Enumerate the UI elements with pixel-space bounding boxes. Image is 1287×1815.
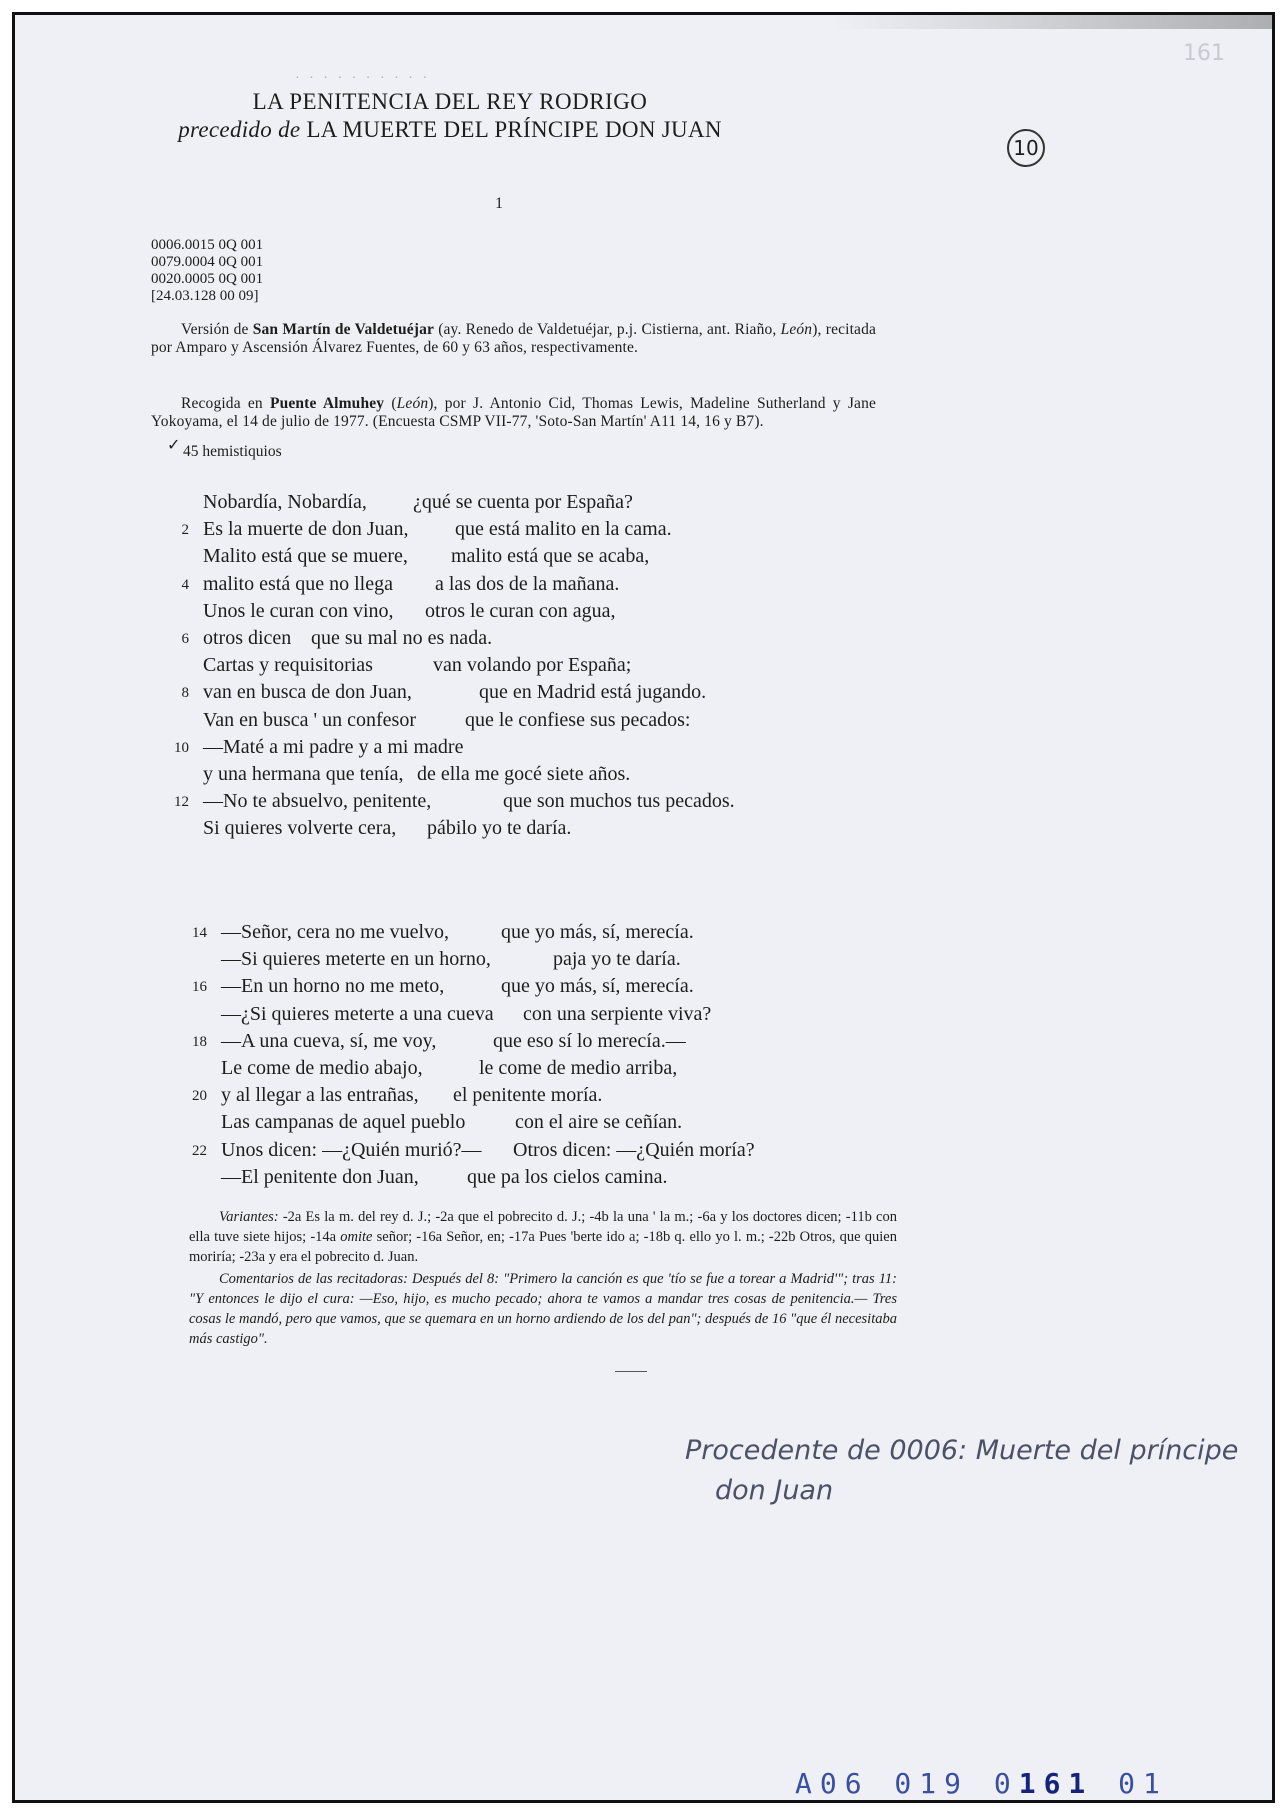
stamp-prefix: A06 019 0	[795, 1767, 1019, 1800]
text-run: señor; -16a Señor, en; -17a Pues 'berte ido a; -18b q. ello yo l. m.; -22b Otros, que quien moriría; -23a y era el pobrecito d. Juan.	[189, 1229, 897, 1265]
verse-second-hemistich: otros le curan con agua,	[425, 599, 616, 622]
text-run: ), por J. Antonio Cid, Thomas Lewis, Madeline Sutherland y Jane Yokoyama, el 14 de julio de 1977. (Encuesta CSMP VII-77, 'Soto-San Martín' A11 14, 16 y B7).	[151, 395, 876, 430]
stamp-number: 161	[1018, 1767, 1094, 1800]
verse-first-hemistich: Unos le curan con vino,	[203, 599, 394, 622]
verse-number: 4	[181, 576, 189, 593]
verse-first-hemistich: malito está que no llega	[203, 572, 393, 595]
verse-first-hemistich: Cartas y requisitorias	[203, 654, 373, 677]
document-subtitle	[15, 117, 885, 143]
verse-first-hemistich: Malito está que se muere,	[203, 545, 408, 568]
comments-note: Comentarios de las recitadoras: Después del 8: "Primero la canción es que 'tío se fue a torear a Madrid'"; tras 11: "Y entonces le dijo el cura: —Eso, hijo, es mucho pecado; ahora te vamos a mandar tres cosas de penitencia.— Tres cosas le mandó, pero que vamos, que se quemara en un horno ardiendo de los del pan"; después de 16 "que él necesitaba más castigo".	[189, 1271, 897, 1347]
verse-number: 20	[192, 1088, 207, 1105]
archive-stamp	[795, 1767, 1168, 1800]
verse-number: 12	[174, 794, 189, 811]
handwritten-note-line1: Procedente de 0006: Muerte del príncipe	[685, 1435, 1239, 1466]
stamp-suffix: 01	[1093, 1767, 1168, 1800]
verse-second-hemistich: ¿qué se cuenta por España?	[413, 491, 633, 513]
section-number: 1	[495, 195, 503, 212]
variants-note	[189, 1207, 897, 1267]
variants-label: Variantes:	[219, 1209, 279, 1225]
check-mark: ✓	[167, 437, 181, 454]
verse-second-hemistich: que su mal no es nada.	[311, 627, 493, 649]
verse-second-hemistich: que está malito en la cama.	[455, 518, 672, 541]
place-name: Puente Almuhey	[269, 395, 385, 412]
verse-second-hemistich: paja yo te daría.	[553, 948, 681, 971]
verse-second-hemistich: le come de medio arriba,	[479, 1057, 678, 1079]
subtitle-main: LA MUERTE DEL PRÍNCIPE DON JUAN	[306, 117, 722, 142]
verse-second-hemistich: que son muchos tus pecados.	[503, 790, 735, 813]
divider	[615, 1371, 647, 1372]
scan-smudge	[832, 15, 1272, 29]
verse-second-hemistich: malito está que se acaba,	[451, 545, 650, 568]
subtitle-prefix: precedido de	[178, 117, 301, 142]
verse-number: 14	[192, 925, 207, 941]
verse-second-hemistich: con una serpiente viva?	[523, 1002, 712, 1025]
verse-number: 22	[192, 1142, 207, 1159]
verse-first-hemistich: Unos dicen: —¿Quién murió?—	[221, 1138, 482, 1161]
document-title: LA PENITENCIA DEL REY RODRIGO	[252, 89, 648, 114]
text-run: (	[384, 395, 397, 412]
verse-first-hemistich: Le come de medio abajo,	[221, 1057, 423, 1079]
handwritten-note-line2: don Juan	[715, 1475, 834, 1506]
verse-first-hemistich: —Maté a mi padre y a mi madre	[203, 735, 464, 758]
verse-second-hemistich: con el aire se ceñían.	[515, 1111, 683, 1134]
verse-second-hemistich: a las dos de la mañana.	[435, 572, 620, 595]
verse-first-hemistich: Nobardía, Nobardía,	[203, 491, 367, 513]
collection-paragraph	[151, 395, 876, 431]
verse-number: 18	[192, 1033, 207, 1050]
catalog-code: [24.03.128 00 09]	[151, 288, 259, 304]
catalog-codes	[151, 237, 263, 305]
text-run: omite	[340, 1229, 373, 1245]
province-name: León	[396, 395, 429, 412]
verse-first-hemistich: —En un horno no me meto,	[221, 975, 445, 998]
verse-first-hemistich: Las campanas de aquel pueblo	[221, 1111, 466, 1134]
verse-second-hemistich: van volando por España;	[433, 654, 632, 677]
verse-number: 8	[181, 685, 189, 702]
verse-first-hemistich: —A una cueva, sí, me voy,	[221, 1029, 437, 1052]
verse-second-hemistich: que yo más, sí, merecía.	[501, 921, 694, 943]
verse-first-hemistich: van en busca de don Juan,	[203, 681, 412, 704]
verse-second-hemistich: de ella me gocé siete años.	[417, 763, 631, 785]
verse-first-hemistich: Es la muerte de don Juan,	[203, 518, 409, 541]
catalog-code: 0020.0005 0Q 001	[151, 271, 264, 287]
version-paragraph	[151, 321, 876, 357]
document-page	[12, 12, 1275, 1803]
verse-first-hemistich: Si quieres volverte cera,	[203, 817, 397, 840]
hemistich-count: 45 hemistiquios	[183, 443, 282, 460]
text-run: -2a Es la m. del rey d. J.; -2a que el pobrecito d. J.; -4b la una ' la m.; -6a y los doctores dicen; -11b con ella tuve siete hijos; -14a	[189, 1209, 897, 1245]
verse-second-hemistich: que le confiese sus pecados:	[465, 708, 691, 731]
verse-second-hemistich: el penitente moría.	[453, 1084, 603, 1107]
verse-second-hemistich: pábilo yo te daría.	[427, 817, 572, 840]
verse-second-hemistich: que en Madrid está jugando.	[479, 681, 707, 704]
verse-first-hemistich: otros dicen	[203, 627, 292, 649]
verse-number: 2	[181, 522, 189, 539]
place-name: San Martín de Valdetuéjar	[252, 321, 435, 338]
verse-first-hemistich: —¿Si quieres meterte a una cueva	[221, 1002, 494, 1025]
verse-second-hemistich: que pa los cielos camina.	[467, 1165, 668, 1188]
verse-number: 6	[181, 631, 189, 647]
circled-number: 10	[1007, 129, 1045, 167]
text-run: Recogida en	[181, 395, 270, 412]
verse-first-hemistich: —Señor, cera no me vuelvo,	[221, 921, 450, 943]
faded-header-text: · · · · · · · · · ·	[295, 71, 431, 86]
verse-first-hemistich: —El penitente don Juan,	[221, 1165, 419, 1188]
verse-first-hemistich: Van en busca ' un confesor	[203, 708, 416, 731]
text-run: Versión de	[181, 321, 253, 338]
verse-number: 10	[174, 739, 189, 756]
text-run: (ay. Renedo de Valdetuéjar, p.j. Cistierna, ant. Riaño,	[434, 321, 781, 338]
verse-number: 16	[192, 979, 207, 996]
catalog-code: 0079.0004 0Q 001	[151, 254, 264, 270]
verse-second-hemistich: que eso sí lo merecía.—	[493, 1029, 686, 1052]
verse-first-hemistich: y una hermana que tenía,	[203, 763, 404, 785]
text-run: ), recitada por Amparo y Ascensión Álvarez Fuentes, de 60 y 63 años, respectivamente.	[151, 321, 877, 356]
verse-first-hemistich: —No te absuelvo, penitente,	[203, 790, 432, 813]
province-name: León	[780, 321, 813, 338]
catalog-code: 0006.0015 0Q 001	[151, 237, 264, 253]
verse-second-hemistich: Otros dicen: —¿Quién moría?	[513, 1138, 755, 1161]
verse-second-hemistich: que yo más, sí, merecía.	[501, 975, 694, 998]
verse-first-hemistich: —Si quieres meterte en un horno,	[221, 948, 491, 971]
verse-first-hemistich: y al llegar a las entrañas,	[221, 1084, 419, 1107]
pencil-page-number: 161	[1183, 41, 1225, 66]
